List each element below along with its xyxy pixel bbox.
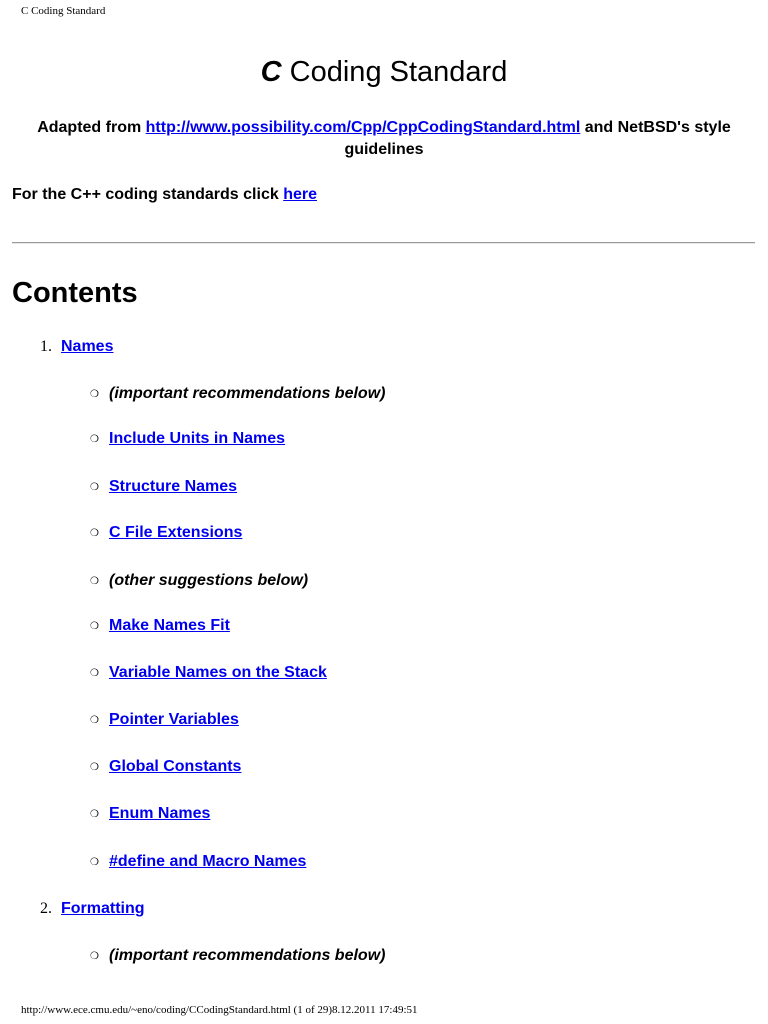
circle-bullet-icon: ❍ bbox=[90, 809, 99, 820]
toc-section bbox=[40, 336, 118, 358]
toc-link[interactable]: Make Names Fit bbox=[109, 617, 230, 634]
print-footer: http://www.ece.cmu.edu/~eno/coding/CCodingStandard.html (1 of 29)8.12.2011 17:49:51 bbox=[21, 1004, 418, 1016]
toc-subitem bbox=[90, 476, 242, 499]
toc-link[interactable]: Variable Names on the Stack bbox=[109, 664, 327, 681]
toc-subitem bbox=[90, 615, 234, 638]
circle-bullet-icon: ❍ bbox=[90, 715, 99, 726]
toc-subitem bbox=[90, 945, 385, 968]
cpp-here-link[interactable]: here bbox=[283, 186, 317, 203]
circle-bullet-icon: ❍ bbox=[90, 576, 99, 587]
circle-bullet-icon: ❍ bbox=[90, 762, 99, 773]
cpp-standard-line bbox=[12, 184, 317, 206]
source-link[interactable]: http://www.possibility.com/Cpp/CppCodingStandard.html bbox=[145, 119, 581, 136]
title-rest: Coding Standard bbox=[281, 56, 508, 88]
circle-bullet-icon: ❍ bbox=[90, 434, 99, 445]
toc-link-formatting[interactable]: Formatting bbox=[61, 900, 145, 917]
toc-subitem bbox=[90, 522, 247, 545]
adapted-suffix: and NetBSD's style guidelines bbox=[344, 119, 731, 158]
toc-link[interactable]: Include Units in Names bbox=[109, 430, 286, 447]
toc-subitem bbox=[90, 383, 385, 406]
toc-subitem bbox=[90, 709, 243, 732]
circle-bullet-icon: ❍ bbox=[90, 621, 99, 632]
print-header: C Coding Standard bbox=[21, 5, 106, 17]
adapted-prefix: Adapted from bbox=[37, 119, 146, 136]
toc-subitem bbox=[90, 570, 308, 593]
circle-bullet-icon: ❍ bbox=[90, 857, 99, 868]
section-number: 2. bbox=[40, 900, 52, 917]
toc-subitem bbox=[90, 803, 215, 826]
toc-subitem bbox=[90, 756, 246, 779]
circle-bullet-icon: ❍ bbox=[90, 389, 99, 400]
circle-bullet-icon: ❍ bbox=[90, 528, 99, 539]
toc-link-names[interactable]: Names bbox=[61, 338, 114, 355]
toc-link[interactable]: #define and Macro Names bbox=[109, 853, 307, 870]
title-c-letter: C bbox=[260, 56, 282, 88]
contents-heading: Contents bbox=[12, 277, 138, 309]
toc-link[interactable]: Structure Names bbox=[109, 478, 238, 495]
toc-subitem bbox=[90, 851, 311, 874]
toc-link[interactable]: C File Extensions bbox=[109, 524, 243, 541]
toc-link[interactable]: Pointer Variables bbox=[109, 711, 239, 728]
circle-bullet-icon: ❍ bbox=[90, 482, 99, 493]
toc-subitem bbox=[90, 662, 331, 685]
circle-bullet-icon: ❍ bbox=[90, 951, 99, 962]
toc-section bbox=[40, 898, 149, 920]
toc-link[interactable]: Enum Names bbox=[109, 805, 211, 822]
cpp-prefix: For the C++ coding standards click bbox=[12, 186, 284, 203]
circle-bullet-icon: ❍ bbox=[90, 668, 99, 679]
toc-note: (important recommendations below) bbox=[109, 947, 386, 964]
section-number: 1. bbox=[40, 338, 52, 355]
toc-link[interactable]: Global Constants bbox=[109, 758, 242, 775]
toc-note: (important recommendations below) bbox=[109, 385, 386, 402]
horizontal-rule bbox=[12, 242, 755, 244]
adapted-from-line bbox=[0, 117, 768, 161]
toc-subitem bbox=[90, 428, 290, 451]
page-title bbox=[0, 54, 768, 90]
toc-note: (other suggestions below) bbox=[109, 572, 309, 589]
